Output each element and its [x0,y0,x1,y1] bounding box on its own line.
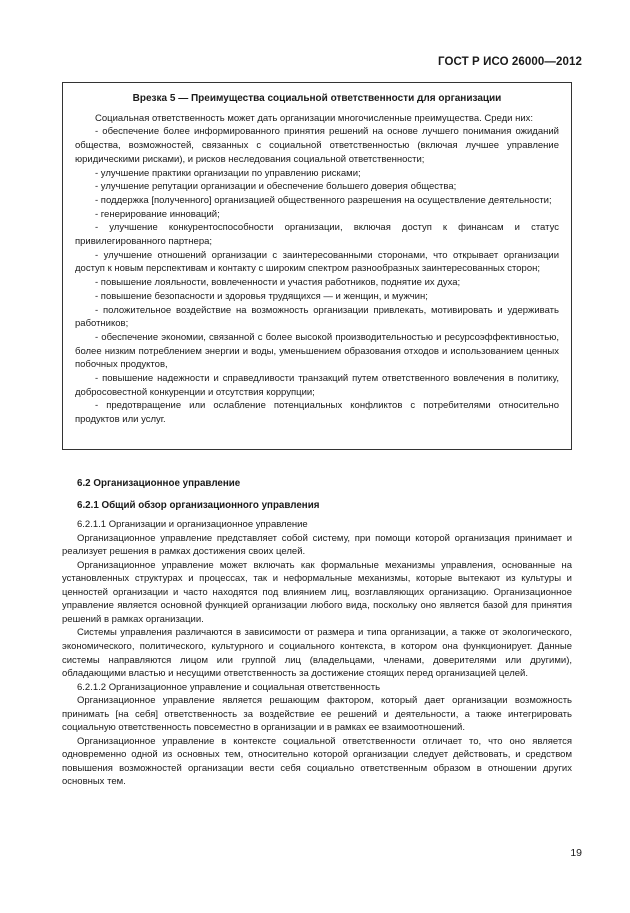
paragraph: Организационное управление в контексте социальной ответственности отличает то, что оно является одновременно одной из основных тем, относительно которой организации следует действовать, и средством повышения возможностей организации вести себя социально ответственным образом в отношении других основных тем. [62,735,572,788]
page-number: 19 [570,847,582,859]
sidebar-box [62,82,572,450]
box-item: - генерирование инноваций; [95,208,220,220]
subsection-heading: 6.2.1 Общий обзор организационного управления [77,499,320,511]
box-title: Врезка 5 — Преимущества социальной ответственности для организации [132,93,502,104]
paragraph: Организационное управление может включать как формальные механизмы управления, основанные на установленных структурах и процессах, так и неформальные механизмы, которые вытекают из культуры и ценностей организации и часто находятся под влиянием лиц, возглавляющих организацию. Организационное управление является основной функцией организации любого вида, поскольку оно является базой для принятия решений в рамках организации. [62,559,572,625]
box-item: - обеспечение экономии, связанной с более высокой производительностью и ресурсоэффективностью, более низким потреблением энергии и воды, уменьшением образования отходов и использованием ценных побочных продуктов, [75,331,559,371]
box-item: - улучшение практики организации по управлению рисками; [95,167,361,179]
box-item: - улучшение отношений организации с заинтересованными сторонами, что открывает организации доступ к новым перспективам и контакту с широким спектром разнообразных заинтересованных сторон; [75,249,559,275]
section-heading: 6.2 Организационное управление [77,478,241,489]
box-item: - повышение безопасности и здоровья трудящихся — и женщин, и мужчин; [95,290,428,302]
paragraph: Организационное управление представляет собой систему, при помощи которой организация принимает и реализует решения в рамках достижения своих целей. [62,532,572,558]
box-item: - повышение надежности и справедливости транзакций путем ответственного вовлечения в политику, добросовестной конкуренции и отсутствия коррупции; [75,373,559,398]
box-item: - улучшение репутации организации и обеспечение большего доверия общества; [95,181,457,193]
box-item: - обеспечение более информированного принятия решений на основе лучшего понимания ожиданий общества, возможностей, связанных с социальной ответственностью (включая лучшее управление юридическими рисками), и рисков неследования социальной ответственности; [75,126,559,165]
box-item: - улучшение конкурентоспособности организации, включая доступ к финансам и статус привилегированного партнера; [75,222,559,248]
clause-title: 6.2.1.2 Организационное управление и социальная ответственность [77,681,381,693]
box-intro: Социальная ответственность может дать организации многочисленные преимущества. Среди них: [95,112,534,124]
box-item: - повышение лояльности, вовлеченности и участия работников, поднятие их духа; [95,277,461,289]
main-content [62,477,572,789]
box-item: - положительное воздействие на возможность организации привлекать, мотивировать и удерживать работников; [75,304,559,330]
document-code: ГОСТ Р ИСО 26000—2012 [437,56,582,68]
box-item: - поддержка [полученного] организацией общественного разрешения на осуществление деятельности; [95,194,552,206]
clause-title: 6.2.1.1 Организации и организационное управление [77,519,308,531]
box-item: - предотвращение или ослабление потенциальных конфликтов с потребителями относительно продуктов или услуг. [75,400,559,426]
paragraph: Организационное управление является решающим фактором, который дает организации возможность принимать [на себя] ответственность за воздействие ее решений и деятельности, а также интегрировать социальную ответственность повсеместно в организации и в рамках ее взаимоотношений. [62,695,572,734]
paragraph: Системы управления различаются в зависимости от размера и типа организации, а также от экологического, экономического, политического, культурного и социального контекста, в котором она функционирует. Данные системы направляются лицом или группой лиц (владельцами, членами, доверителями или другими), обладающими властью и несущими ответственность за достижение стоящих перед организацией целей. [62,627,572,680]
